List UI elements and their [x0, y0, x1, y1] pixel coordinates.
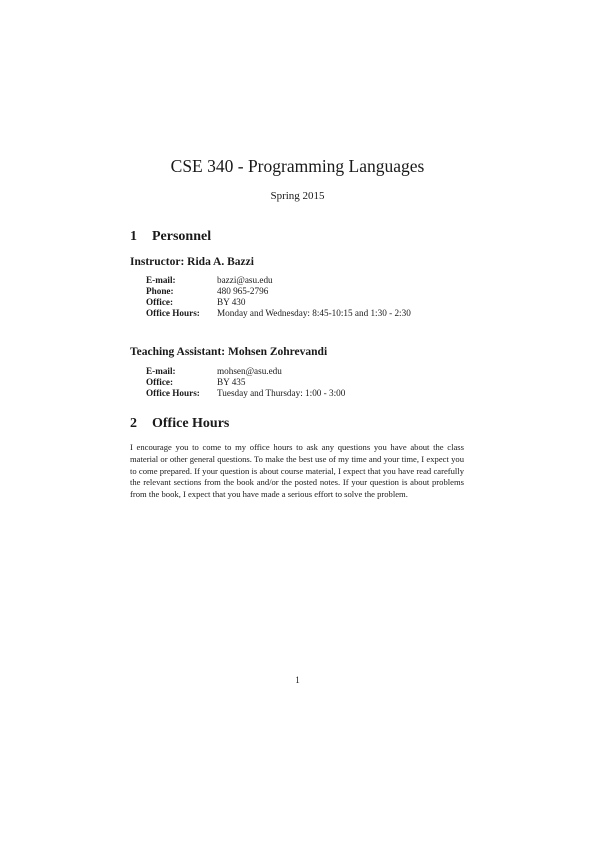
field-label: Office Hours: — [146, 308, 200, 318]
section-number: 1 — [130, 229, 137, 244]
document-title: CSE 340 - Programming Languages — [170, 156, 425, 176]
ta-email-row — [146, 366, 345, 377]
instructor-phone-row — [146, 286, 411, 297]
page-number: 1 — [295, 675, 300, 685]
section-title: Personnel — [152, 229, 212, 244]
instructor-email: bazzi@asu.edu — [217, 275, 273, 285]
ta-info — [146, 366, 345, 399]
instructor-office-row — [146, 297, 411, 308]
ta-office: BY 435 — [217, 377, 246, 387]
ta-email: mohsen@asu.edu — [217, 366, 282, 376]
office-hours-paragraph: I encourage you to come to my office hours to ask any questions you have about the class material or other general questions. To make the best use of my time and your time, I expect you to come prepared. If your question is about course material, I expect that you have read carefully the relevant sections from the book and/or the posted notes. If your question is about problems from the book, I expect that you have made a serious effort to solve the problem. — [130, 442, 464, 500]
instructor-office-hours: Monday and Wednesday: 8:45-10:15 and 1:30 - 2:30 — [217, 308, 411, 318]
section-title: Office Hours — [152, 416, 230, 431]
section-heading-office-hours — [130, 416, 229, 432]
field-label: E-mail: — [146, 275, 176, 285]
field-label: Office: — [146, 297, 174, 307]
instructor-office-hours-row — [146, 308, 411, 319]
section-heading-personnel — [130, 229, 211, 245]
field-label: E-mail: — [146, 366, 176, 376]
ta-office-row — [146, 377, 345, 388]
instructor-info — [146, 275, 411, 319]
instructor-office: BY 430 — [217, 297, 246, 307]
field-label: Phone: — [146, 286, 174, 296]
ta-office-hours: Tuesday and Thursday: 1:00 - 3:00 — [217, 388, 346, 398]
field-label: Office: — [146, 377, 174, 387]
instructor-phone: 480 965-2796 — [217, 286, 269, 296]
ta-heading: Teaching Assistant: Mohsen Zohrevandi — [130, 346, 328, 358]
instructor-email-row — [146, 275, 411, 286]
ta-office-hours-row — [146, 388, 345, 399]
document-term: Spring 2015 — [270, 190, 325, 202]
instructor-heading: Instructor: Rida A. Bazzi — [130, 256, 254, 268]
field-label: Office Hours: — [146, 388, 200, 398]
section-number: 2 — [130, 416, 137, 431]
